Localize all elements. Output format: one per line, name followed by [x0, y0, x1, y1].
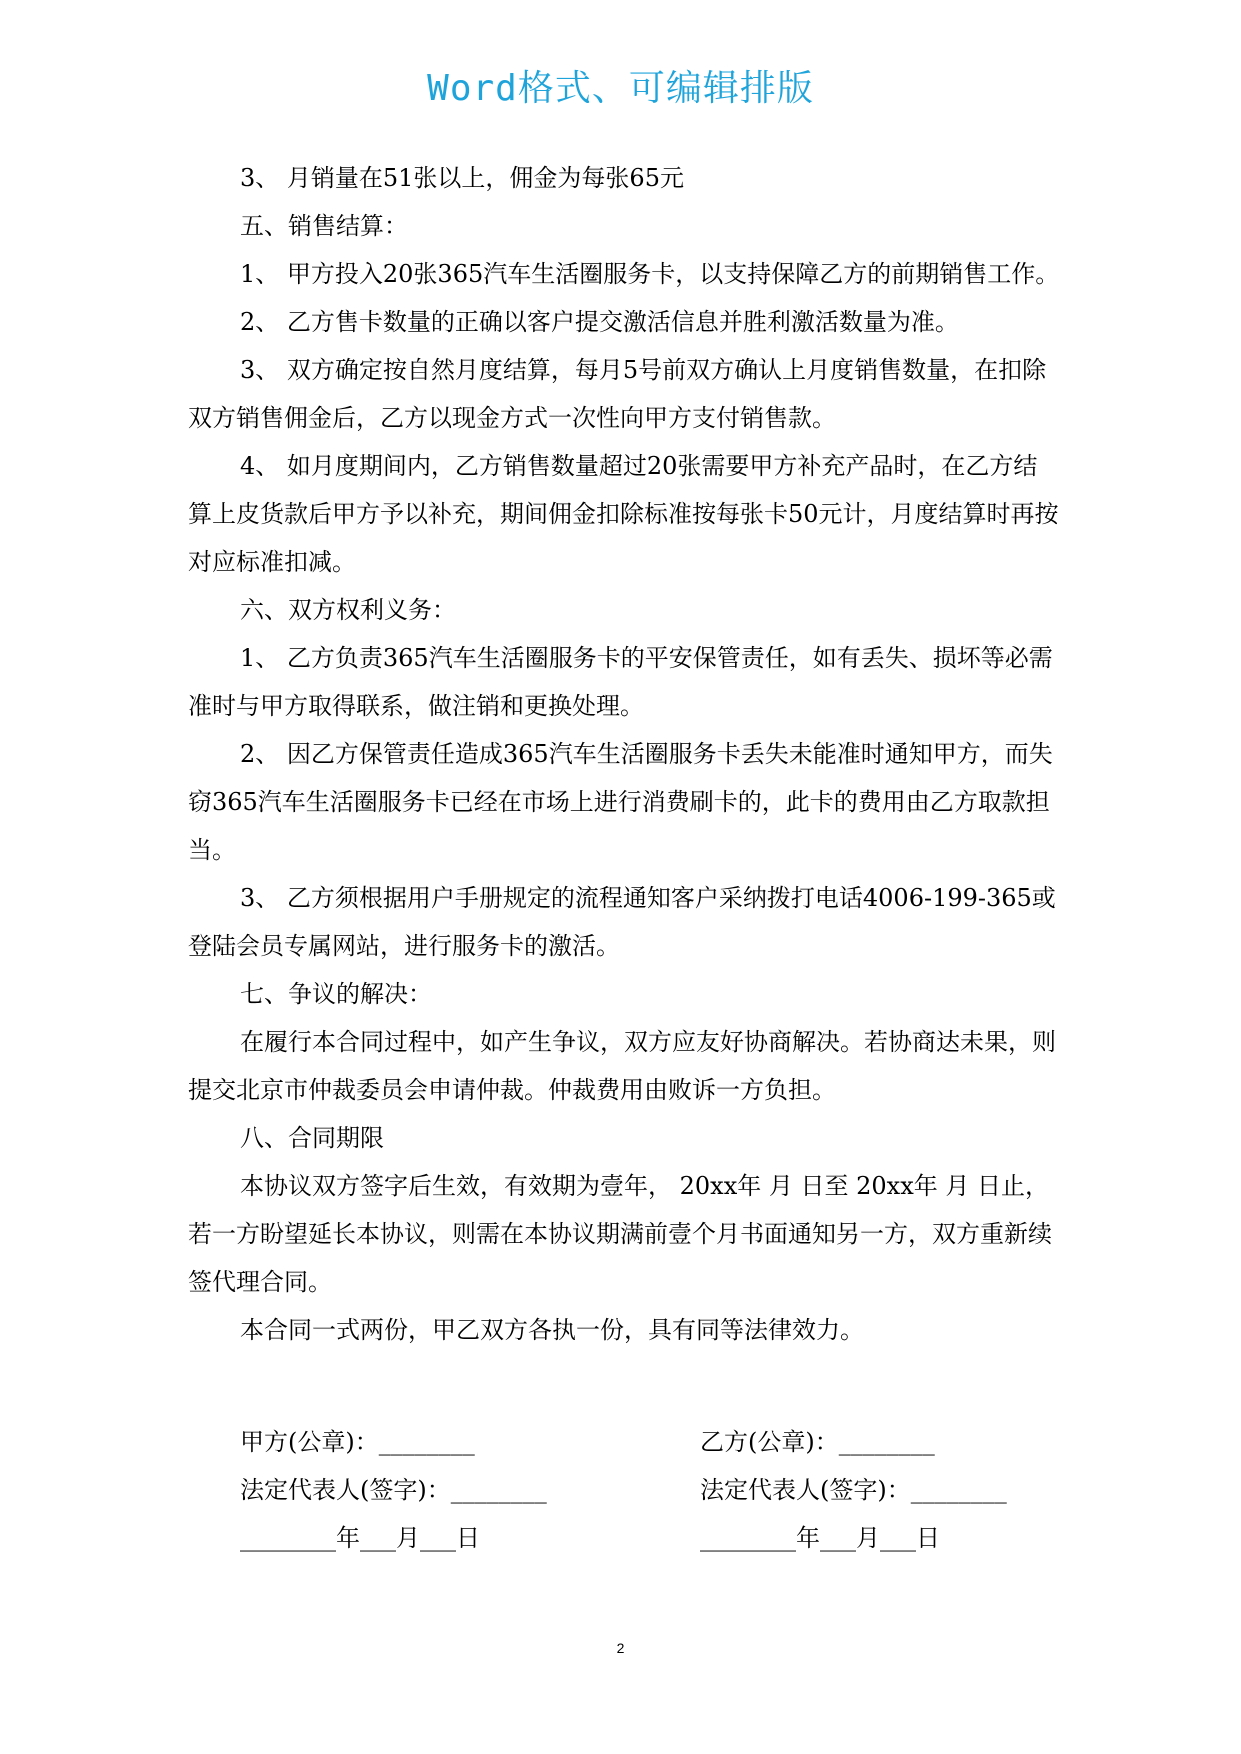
- paragraph: 在履行本合同过程中，如产生争议，双方应友好协商解决。若协商达未果，则提交北京市仲裁委员会申请仲裁。仲裁费用由败诉一方负担。: [188, 1028, 1056, 1104]
- paragraph: 2、 因乙方保管责任造成365汽车生活圈服务卡丢失未能准时通知甲方，而失窃365汽车生活圈服务卡已经在市场上进行消费刷卡的，此卡的费用由乙方取款担当。: [188, 740, 1053, 864]
- party-a-representative-line: 法定代表人(签字)：________: [240, 1476, 547, 1504]
- party-b-representative-line: 法定代表人(签字)：________: [700, 1476, 1007, 1504]
- paragraph: 本协议双方签字后生效，有效期为壹年， 20xx年 月 日至 20xx年 月 日止，若一方盼望延长本协议，则需在本协议期满前壹个月书面通知另一方，双方重新续签代理合同。: [188, 1172, 1052, 1296]
- section-heading: 八、合同期限: [240, 1124, 384, 1152]
- section-heading: 五、销售结算：: [240, 212, 408, 240]
- party-b-seal-line: 乙方(公章)：________: [700, 1428, 935, 1456]
- party-a-seal-line: 甲方(公章)：________: [240, 1428, 475, 1456]
- paragraph: 3、 月销量在51张以上，佣金为每张65元: [240, 164, 684, 192]
- section-heading: 六、双方权利义务：: [240, 596, 456, 624]
- page-number: 2: [616, 1640, 625, 1656]
- party-a-date-line: ________年___月___日: [240, 1524, 480, 1552]
- section-heading: 七、争议的解决：: [240, 980, 432, 1008]
- paragraph: 2、 乙方售卡数量的正确以客户提交激活信息并胜利激活数量为准。: [240, 308, 959, 336]
- party-b-date-line: ________年___月___日: [700, 1524, 940, 1552]
- paragraph: 1、 甲方投入20张365汽车生活圈服务卡，以支持保障乙方的前期销售工作。: [240, 260, 1060, 288]
- paragraph: 3、 双方确定按自然月度结算，每月5号前双方确认上月度销售数量，在扣除双方销售佣金后，乙方以现金方式一次性向甲方支付销售款。: [188, 356, 1047, 432]
- document-body: [188, 154, 1060, 1354]
- paragraph: 本合同一式两份，甲乙双方各执一份，具有同等法律效力。: [240, 1316, 864, 1344]
- document-header: Word格式、可编辑排版: [427, 68, 814, 109]
- paragraph: 1、 乙方负责365汽车生活圈服务卡的平安保管责任，如有丢失、损坏等必需准时与甲方取得联系，做注销和更换处理。: [188, 644, 1053, 720]
- paragraph: 4、 如月度期间内，乙方销售数量超过20张需要甲方补充产品时，在乙方结算上皮货款后甲方予以补充，期间佣金扣除标准按每张卡50元计，月度结算时再按对应标准扣减。: [188, 452, 1059, 576]
- paragraph: 3、 乙方须根据用户手册规定的流程通知客户采纳拨打电话4006-199-365或登陆会员专属网站，进行服务卡的激活。: [188, 884, 1056, 960]
